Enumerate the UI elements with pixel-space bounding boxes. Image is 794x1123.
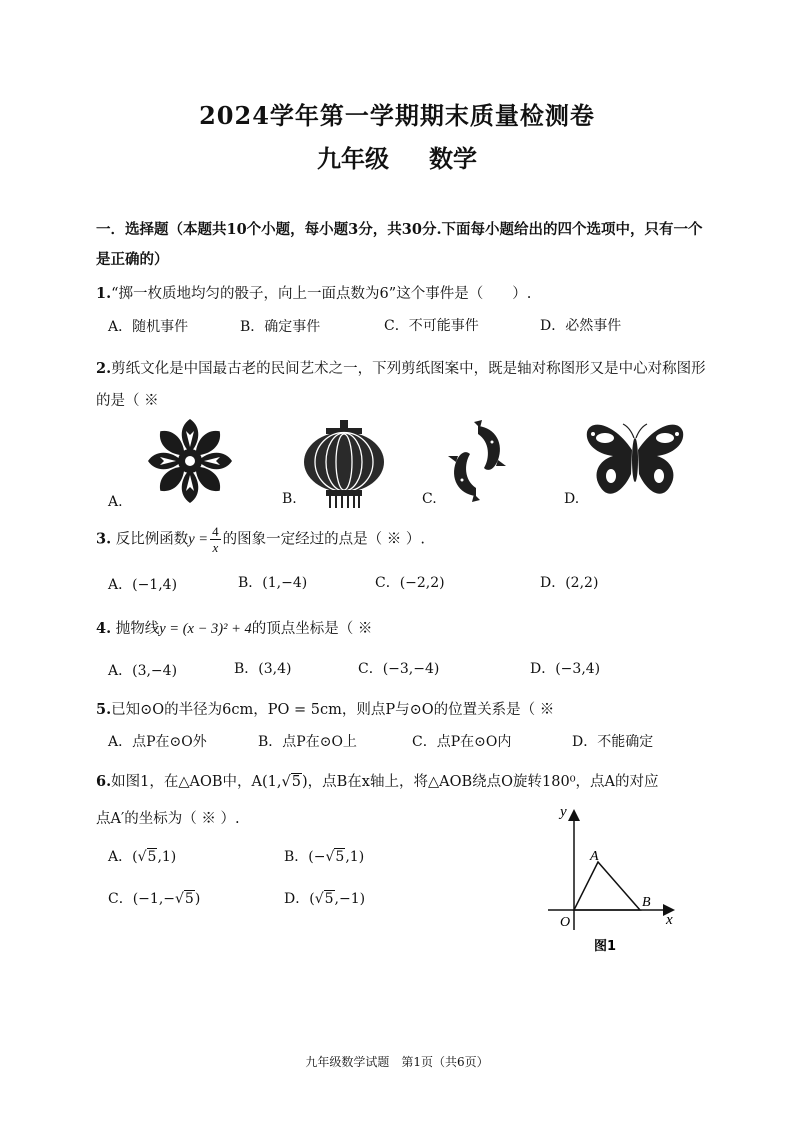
origin-label: O [560,915,571,930]
question-6-line2: 点A′的坐标为（ ※ ）. [96,811,240,827]
function-lhs: y = [188,531,209,548]
option-part: ,1) [157,849,177,865]
grade-label: 九年级 [317,144,389,173]
q6-option-b: B．(−√5,1) [284,849,365,865]
q2-option-a: A. [108,494,123,510]
option-part: (−1,− [132,891,175,907]
q6-option-d: D．(√5,−1) [284,891,366,907]
question-text-post: 的顶点坐标是（ ※ [251,621,373,637]
q5-option-a: A．点P在⊙O外 [108,734,207,750]
option-part: ,−1) [334,891,366,907]
page-footer: 九年级数学试题 第1页（共6页） [305,1055,489,1069]
option-label: A． [108,849,133,865]
butterfly-papercut-icon [584,420,686,504]
question-5 [96,698,554,719]
sqrt-radicand: 5 [147,849,157,865]
q1-option-a: A．随机事件 [108,319,189,335]
exam-subtitle [0,139,794,174]
question-6: 6.如图1，在△AOB中，A(1,√5)，点B在x轴上，将△AOB绕点O旋转180⁰，点A的对应 [96,773,659,790]
option-part: (− [308,849,326,865]
q4-option-a: A．(3,−4) [108,663,178,679]
question-number: 1. [96,285,112,302]
fraction-numerator: 4 [212,524,219,539]
question-text-b: )，点B在x轴上，将△AOB绕点O旋转180⁰，点A的对应 [301,774,659,790]
question-text-pre: 抛物线 [115,621,160,637]
q4-option-d: D．(−3,4) [530,661,601,677]
question-text-post: 的图象一定经过的点是（ ※ ）. [222,531,425,548]
flower-papercut-icon [140,418,240,504]
option-part: ) [194,891,201,907]
koi-fish-papercut-icon [444,420,510,502]
sqrt-radicand: 5 [184,891,194,907]
triangle-aob [574,862,640,910]
question-number: 4. [96,620,112,637]
option-label: C． [108,891,133,907]
question-text-line1: 剪纸文化是中国最古老的民间艺术之一，下列剪纸图案中，既是轴对称图形又是中心对称图形 [111,361,706,377]
q3-option-c: C．(−2,2) [375,575,445,591]
option-label: D． [284,891,310,907]
section-heading-line2: 是正确的） [96,251,169,268]
q3-option-d: D．(2,2) [540,575,599,591]
option-part: ( [309,891,315,907]
q2-option-c: C. [422,491,437,507]
question-2-line2: 的是（ ※ [96,393,159,409]
q1-option-c: C．不可能事件 [384,318,479,334]
question-number: 6. [96,773,112,790]
figure-1-diagram [540,800,690,960]
question-number: 5. [96,701,112,718]
option-part: ,1) [345,849,365,865]
question-number: 2. [96,360,112,377]
question-text-a: 如图1，在△AOB中，A(1, [111,774,282,790]
question-text-pre: 反比例函数 [115,531,189,548]
q2-option-b: B. [282,491,297,507]
x-axis-label: x [666,912,673,928]
q5-option-d: D．不能确定 [572,734,654,750]
point-b-label: B [642,895,651,910]
q3-option-a: A．(−1,4) [108,577,178,593]
q1-option-b: B．确定事件 [240,319,321,335]
question-3 [96,525,425,554]
sqrt-radicand: 5 [335,849,345,865]
q6-option-a: A．(√5,1) [108,849,177,865]
question-text: “掷一枚质地均匀的骰子，向上一面点数为6”这个事件是（ ）. [111,286,532,302]
sqrt-radicand: 5 [324,891,334,907]
sqrt-radicand: 5 [291,774,301,790]
option-label: B． [284,849,309,865]
question-1 [96,282,531,303]
q3-option-b: B．(1,−4) [238,575,308,591]
question-number: 3. [96,530,112,548]
parabola-expression: y = (x − 3)² + 4 [159,621,252,637]
point-a-label: A [590,849,599,864]
question-text: 已知⊙O的半径为6cm，PO = 5cm，则点P与⊙O的位置关系是（ ※ [111,702,555,718]
y-axis-label: y [560,804,567,820]
lantern-papercut-icon [302,420,386,508]
fraction-denominator: x [212,540,219,555]
q4-option-b: B．(3,4) [234,661,292,677]
option-part: ( [132,849,138,865]
q1-option-d: D．必然事件 [540,318,622,334]
q5-option-c: C．点P在⊙O内 [412,734,512,750]
figure-caption: 图1 [594,939,617,954]
q5-option-b: B．点P在⊙O上 [258,734,357,750]
question-4 [96,617,372,638]
q2-option-d: D. [564,491,580,507]
section-heading-line1: 一．选择题（本题共10个小题，每小题3分，共30分.下面每小题给出的四个选项中，只有一个 [96,221,703,238]
question-2 [96,357,706,378]
subject-label: 数学 [429,144,477,173]
exam-title: 2024学年第一学期期末质量检测卷 [199,101,595,130]
fraction [210,525,221,554]
q6-option-c: C．(−1,−√5) [108,891,201,907]
q4-option-c: C．(−3,−4) [358,661,440,677]
